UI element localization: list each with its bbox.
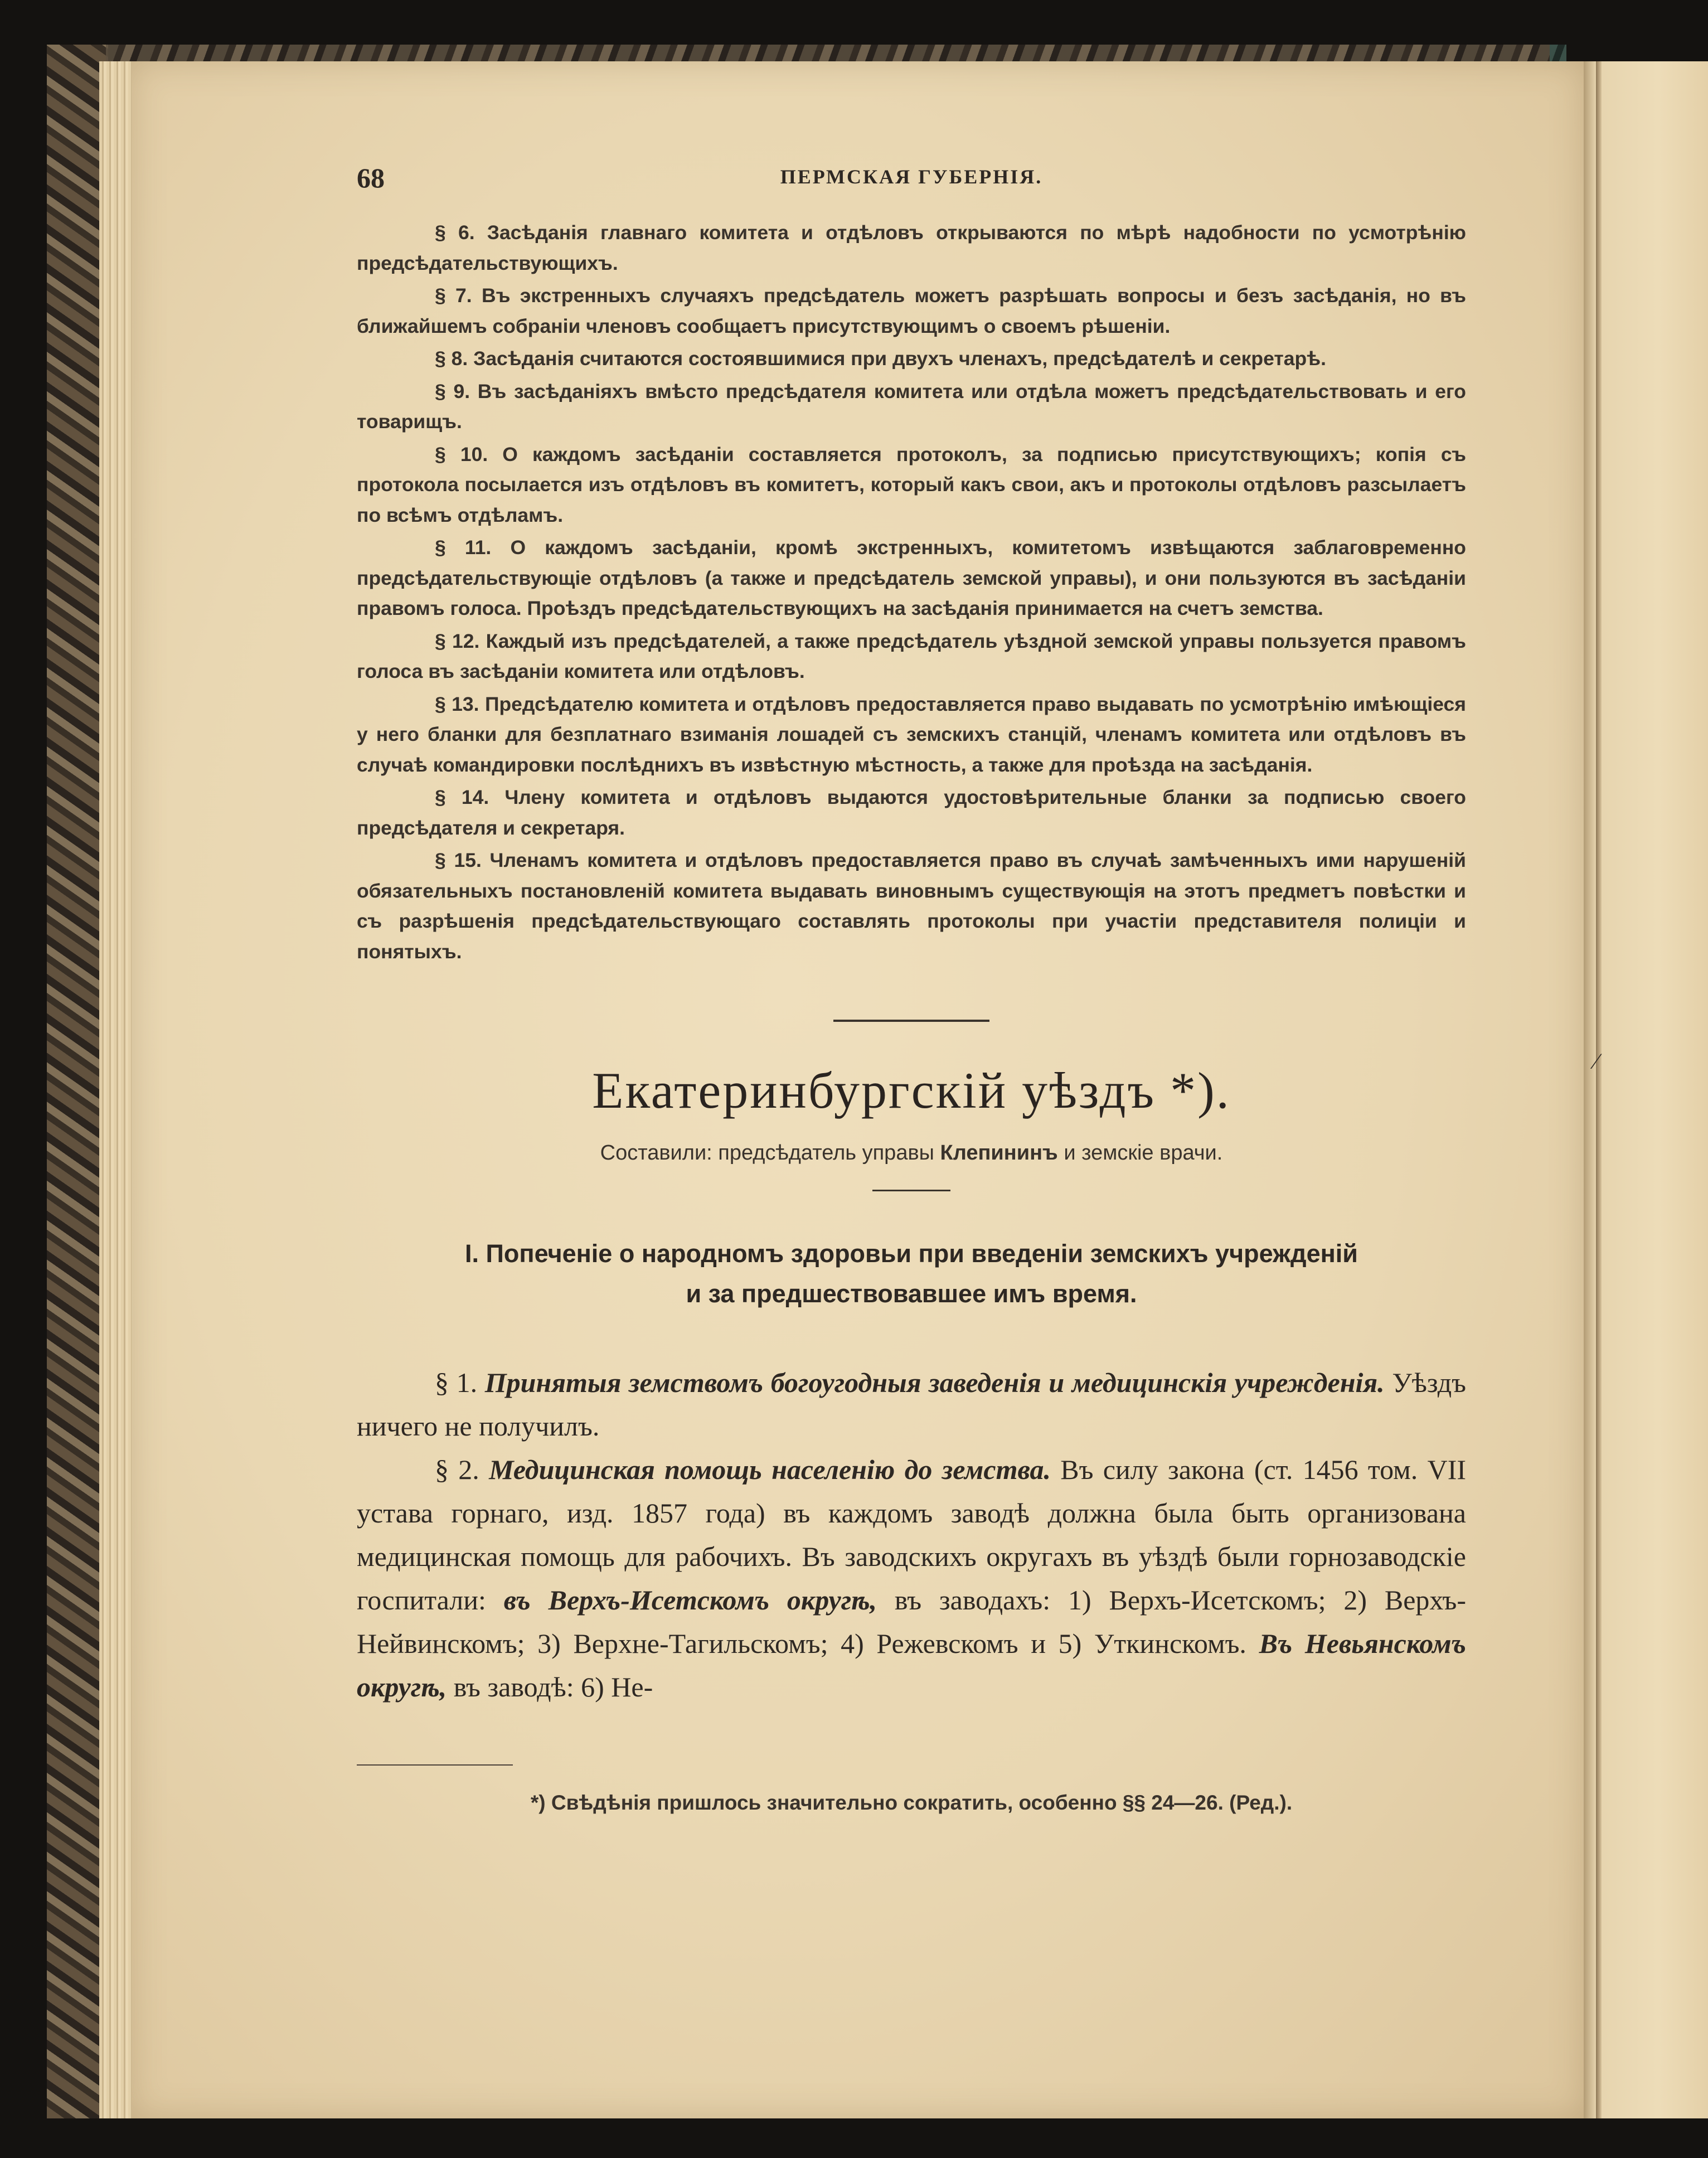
chapter-title: Екатеринбургскій уѣздъ *). bbox=[592, 1062, 1231, 1119]
page-number: 68 bbox=[357, 162, 385, 193]
page-content bbox=[357, 162, 1466, 1815]
section-heading bbox=[357, 1234, 1466, 1314]
running-title: ПЕРМСКАЯ ГУБЕРНІЯ. bbox=[780, 166, 1043, 188]
margin-mark: ⁄ bbox=[1594, 1049, 1598, 1074]
p2-number: § 2. bbox=[435, 1454, 479, 1485]
p2-text-c: въ заводѣ: 6) Не- bbox=[453, 1671, 653, 1703]
footnote-rule bbox=[357, 1764, 513, 1766]
running-head bbox=[357, 162, 1466, 195]
compiled-suffix: и земскіе врачи. bbox=[1064, 1141, 1223, 1165]
paragraph-13: § 13. Предсѣдателю комитета и отдѣловъ предоставляется право выдавать по усмотрѣнію имѣющіеся у него бланки для безплатнаго взиманія лошадей съ земскихъ станцій, членамъ комитета или отдѣловъ въ случаѣ командировки послѣднихъ въ извѣстную мѣстность, а также для проѣзда на засѣданія. bbox=[357, 692, 1466, 776]
footnote: *) Свѣдѣнія пришлось значительно сократить, особенно §§ 24—26. (Ред.). bbox=[530, 1791, 1293, 1814]
body-paragraph-2 bbox=[357, 1448, 1466, 1709]
paragraph-11: § 11. О каждомъ засѣданіи, кромѣ экстренныхъ, комитетомъ извѣщаются заблаговременно предсѣдательствующіе отдѣловъ (а также и предсѣдатель земской управы), и они пользуются въ засѣданіи правомъ голоса. Проѣздъ предсѣдательствующихъ на засѣданія принимается на счетъ земства. bbox=[357, 536, 1466, 619]
paragraph-9: § 9. Въ засѣданіяхъ вмѣсто предсѣдателя комитета или отдѣла можетъ предсѣдательствовать и его товарищъ. bbox=[357, 380, 1466, 433]
body-paragraph-1 bbox=[357, 1361, 1466, 1448]
section-divider bbox=[833, 1020, 989, 1022]
short-divider bbox=[872, 1190, 950, 1191]
p1-text: Уѣздъ ничего не получилъ. bbox=[357, 1367, 1467, 1442]
p2-text-a: Въ силу закона (ст. 1456 том. VII устава горнаго, изд. 1857 года) въ каждомъ заводѣ должна была быть организована медицинская помощь для рабочихъ. Въ заводскихъ округахъ въ уѣздѣ были горнозаводскіе госпитали: bbox=[357, 1454, 1467, 1616]
p2-text-b: въ заводахъ: 1) Верхъ-Исетскомъ; 2) Верхъ-Нейвинскомъ; 3) Верхне-Тагильскомъ; 4) Режевскомъ и 5) Уткинскомъ. bbox=[357, 1584, 1466, 1659]
p2-italic-c: Въ Невьянскомъ округѣ, bbox=[357, 1628, 1466, 1703]
section-heading-line1: I. Попеченіе о народномъ здоровьи при введеніи земскихъ учрежденій bbox=[465, 1239, 1358, 1268]
facing-page bbox=[1584, 61, 1708, 2118]
paragraph-8: § 8. Засѣданія считаются состоявшимися при двухъ членахъ, предсѣдателѣ и секретарѣ. bbox=[435, 347, 1326, 370]
paragraph-10: § 10. О каждомъ засѣданіи составляется протоколъ, за подписью присутствующихъ; копія съ протокола посылается изъ отдѣловъ въ комитетъ, который какъ свои, акъ и протоколы отдѣловъ разсылаетъ по всѣмъ отдѣламъ. bbox=[357, 443, 1466, 526]
p1-number: § 1. bbox=[435, 1367, 478, 1398]
compiled-prefix: Составили: предсѣдатель управы bbox=[600, 1141, 934, 1165]
paragraph-12: § 12. Каждый изъ предсѣдателей, а также предсѣдатель уѣздной земской управы пользуется правомъ голоса въ засѣданіи комитета или отдѣловъ. bbox=[357, 629, 1466, 682]
p2-italic-title: Медицинская помощь населенію до земства. bbox=[489, 1454, 1051, 1485]
paragraph-15: § 15. Членамъ комитета и отдѣловъ предоставляется право въ случаѣ замѣченныхъ ими нарушеній обязательныхъ постановленій комитета выдавать виновнымъ существующія на этотъ предметъ повѣстки и съ разрѣшенія предсѣдательствующаго составлять протоколы при участіи представителя полиціи и понятыхъ. bbox=[357, 849, 1466, 963]
compiled-name: Клепининъ bbox=[940, 1141, 1058, 1165]
compiled-by bbox=[357, 1141, 1466, 1165]
paragraph-6: § 6. Засѣданія главнаго комитета и отдѣловъ открываются по мѣрѣ надобности по усмотрѣнію предсѣдательствующихъ. bbox=[357, 221, 1466, 274]
p2-italic-b: въ Верхъ-Исетскомъ округѣ, bbox=[503, 1584, 877, 1616]
paragraph-7: § 7. Въ экстренныхъ случаяхъ предсѣдатель можетъ разрѣшать вопросы и безъ засѣданія, но въ ближайшемъ собраніи членовъ сообщаетъ присутствующимъ о своемъ рѣшеніи. bbox=[357, 284, 1466, 337]
p1-italic-title: Принятыя земствомъ богоугодныя заведенія и медицинскія учрежденія. bbox=[484, 1367, 1385, 1398]
section-heading-line2: и за предшествовавшее имъ время. bbox=[686, 1279, 1137, 1308]
paragraph-14: § 14. Члену комитета и отдѣловъ выдаются удостовѣрительные бланки за подписью своего предсѣдателя и секретаря. bbox=[357, 786, 1466, 839]
